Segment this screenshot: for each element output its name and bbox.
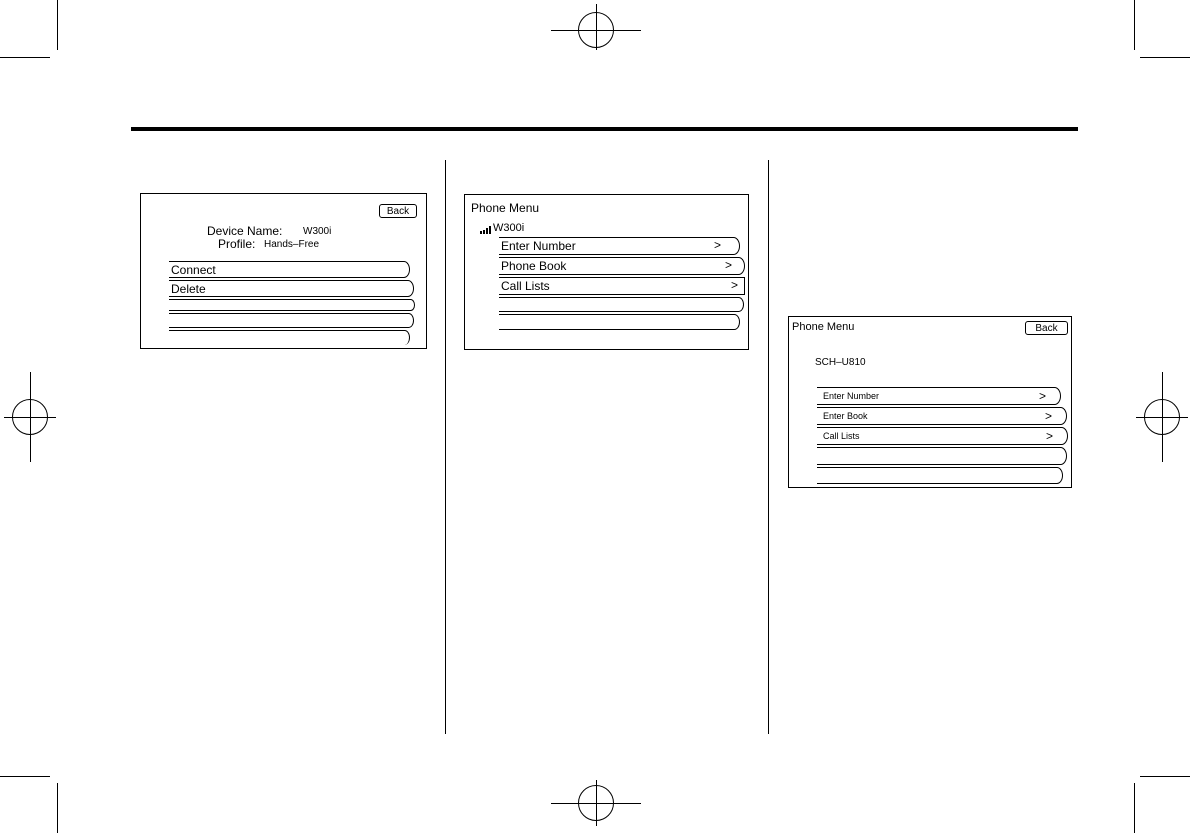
device-name: W300i xyxy=(493,222,525,234)
menu-item-enter-book[interactable] xyxy=(817,407,1067,425)
menu-item-label: Connect xyxy=(171,263,216,277)
menu-item-empty[interactable] xyxy=(169,330,410,345)
profile-value: Hands–Free xyxy=(264,239,320,250)
crop-mark xyxy=(1140,776,1190,777)
menu-item-label: Delete xyxy=(171,282,206,296)
menu-item-call-lists[interactable] xyxy=(499,277,745,295)
menu-item-label: Call Lists xyxy=(501,279,550,293)
signal-strength-icon xyxy=(480,226,491,234)
menu-item-call-lists[interactable] xyxy=(817,427,1068,445)
menu-item-label: Enter Book xyxy=(823,411,868,421)
back-button[interactable]: Back xyxy=(1025,321,1068,335)
menu-item-label: Enter Number xyxy=(823,391,880,401)
chevron-right-icon: > xyxy=(1038,389,1046,403)
page-title: Phone Menu xyxy=(471,201,540,215)
back-button[interactable]: Back xyxy=(379,204,417,218)
menu-item-enter-number[interactable] xyxy=(817,387,1061,405)
column-divider xyxy=(445,160,446,734)
crop-mark xyxy=(0,57,50,58)
menu-item-label: Phone Book xyxy=(501,259,567,273)
menu-item-phone-book[interactable] xyxy=(499,257,745,275)
phone-menu-screen-2 xyxy=(788,316,1072,488)
chevron-right-icon: > xyxy=(1044,409,1052,423)
crop-mark xyxy=(57,783,58,833)
page-title: Phone Menu xyxy=(792,321,855,333)
chevron-right-icon: > xyxy=(713,238,721,252)
menu-item-label: Call Lists xyxy=(823,431,860,441)
crop-mark xyxy=(1134,0,1135,50)
phone-menu-screen xyxy=(464,194,749,350)
chevron-right-icon: > xyxy=(724,258,732,272)
device-name-value: W300i xyxy=(303,226,332,237)
menu-item-empty[interactable] xyxy=(817,447,1067,465)
crop-mark xyxy=(1140,57,1190,58)
menu-item-connect[interactable] xyxy=(169,261,410,278)
device-name: SCH–U810 xyxy=(815,357,866,368)
menu-item-label: Enter Number xyxy=(501,239,576,253)
profile-label: Profile: xyxy=(218,237,256,251)
menu-item-empty[interactable] xyxy=(499,297,744,312)
device-info-screen xyxy=(140,193,427,349)
column-divider xyxy=(768,160,769,734)
chevron-right-icon: > xyxy=(1045,429,1053,443)
chevron-right-icon: > xyxy=(730,278,738,292)
menu-item-empty[interactable] xyxy=(817,467,1063,484)
menu-item-empty[interactable] xyxy=(499,314,740,330)
crop-mark xyxy=(1134,783,1135,833)
menu-item-empty[interactable] xyxy=(169,299,415,311)
menu-item-enter-number[interactable] xyxy=(499,237,740,255)
device-name-label: Device Name: xyxy=(207,224,283,238)
crop-mark xyxy=(57,0,58,50)
crop-mark xyxy=(0,776,50,777)
header-rule xyxy=(131,127,1078,131)
menu-item-delete[interactable] xyxy=(169,280,414,297)
menu-item-empty[interactable] xyxy=(169,313,414,328)
